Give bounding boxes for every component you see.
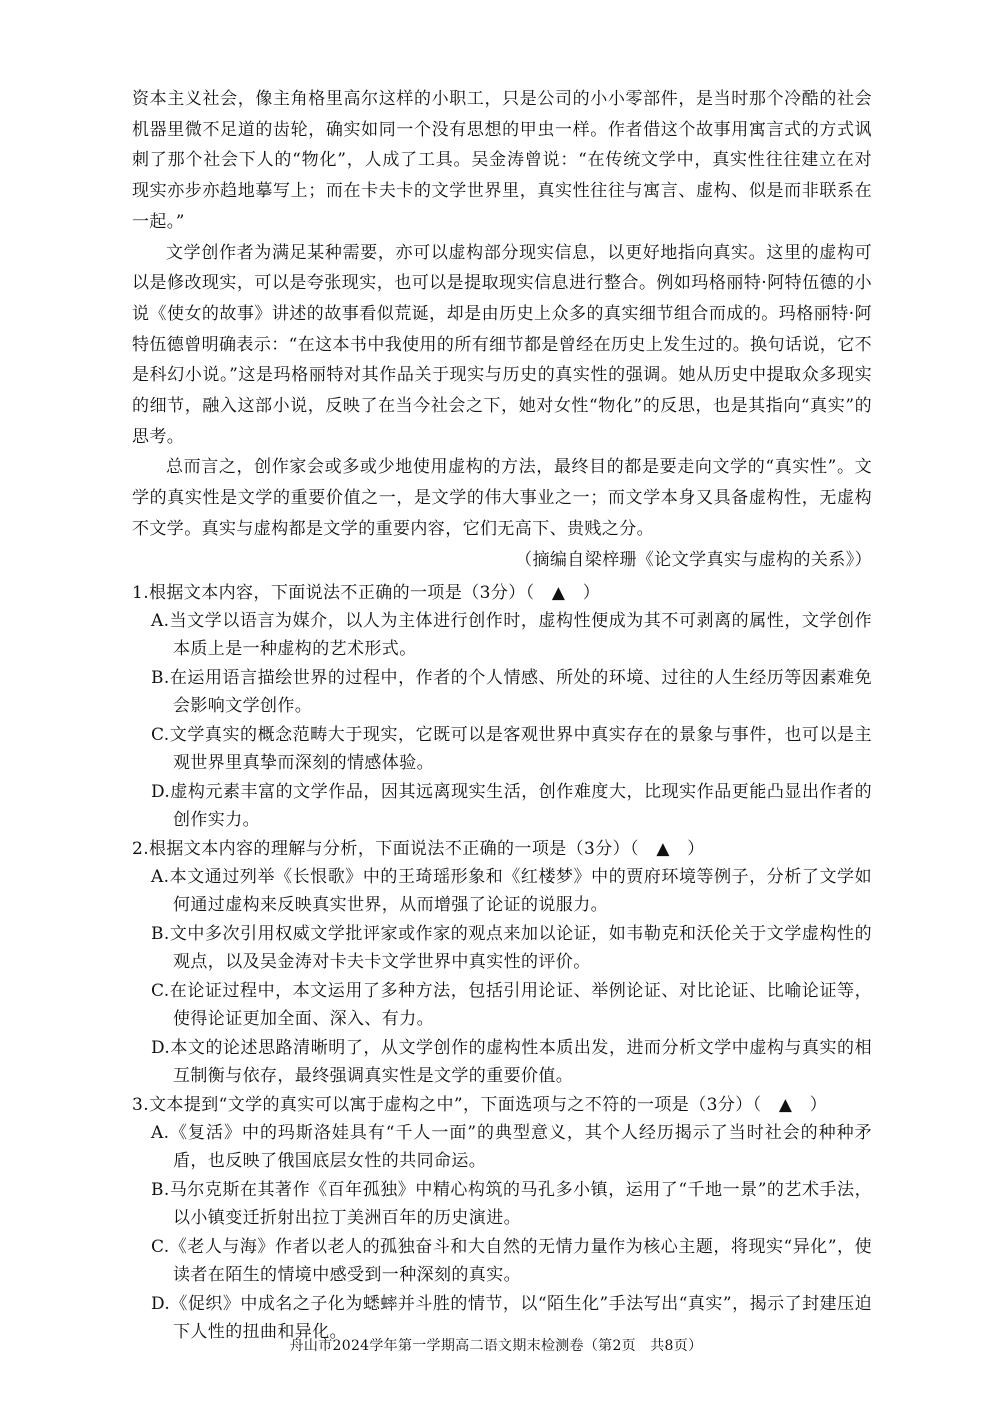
page-footer: 舟山市2024学年第一学期高二语文期末检测卷（第2页 共8页） bbox=[289, 1338, 703, 1354]
option-c: C.在论证过程中，本文运用了多种方法，包括引用论证、举例论证、对比论证、比喻论证等，使得论证更加全面、深入、有力。 bbox=[151, 980, 872, 1030]
passage-paragraph: 资本主义社会，像主角格里高尔这样的小职工，只是公司的小小零部件，是当时那个冷酷的社会机器里微不足道的齿轮，确实如同一个没有思想的甲虫一样。作者借这个故事用寓言式的方式讽刺了那个社会下人的“物化”，人成了工具。吴金涛曾说：“在传统文学中，真实性往往建立在对现实亦步亦趋地摹写上；而在卡夫卡的文学世界里，真实性往往与寓言、虚构、似是而非联系在一起。” bbox=[132, 89, 872, 232]
option-a: A.本文通过列举《长恨歌》中的王琦瑶形象和《红楼梦》中的贾府环境等例子，分析了文学如何通过虚构来反映真实世界，从而增强了论证的说服力。 bbox=[151, 866, 872, 916]
question-stem: 2.根据文本内容的理解与分析，下面说法不正确的一项是（3分）（ ▲ ） bbox=[132, 838, 705, 859]
question-1 bbox=[132, 579, 872, 835]
page-content bbox=[132, 84, 872, 1347]
option-b: B.马尔克斯在其著作《百年孤独》中精心构筑的马孔多小镇，运用了“千地一景”的艺术手法，以小镇变迁折射出拉丁美洲百年的历史演进。 bbox=[151, 1179, 872, 1229]
option-b: B.文中多次引用权威文学批评家或作家的观点来加以论证，如韦勒克和沃伦关于文学虚构性的观点，以及吴金涛对卡夫卡文学世界中真实性的评价。 bbox=[151, 923, 872, 973]
passage-paragraph: 文学创作者为满足某种需要，亦可以虚构部分现实信息，以更好地指向真实。这里的虚构可以是修改现实，可以是夸张现实，也可以是提取现实信息进行整合。例如玛格丽特·阿特伍德的小说《使女的故事》讲述的故事看似荒诞，却是由历史上众多的真实细节组合而成的。玛格丽特·阿特伍德曾明确表示：“在这本书中我使用的所有细节都是曾经在历史上发生过的。换句话说，它不是科幻小说。”这是玛格丽特对其作品关于现实与历史的真实性的强调。她从历史中提取众多现实的细节，融入这部小说，反映了在当今社会之下，她对女性“物化”的反思，也是其指向“真实”的思考。 bbox=[132, 242, 872, 447]
option-d: D.本文的论述思路清晰明了，从文学创作的虚构性本质出发，进而分析文学中虚构与真实的相互制衡与依存，最终强调真实性是文学的重要价值。 bbox=[151, 1037, 872, 1087]
option-d: D.虚构元素丰富的文学作品，因其远离现实生活，创作难度大，比现实作品更能凸显出作者的创作实力。 bbox=[151, 781, 872, 831]
question-3 bbox=[132, 1091, 872, 1347]
question-stem: 1.根据文本内容，下面说法不正确的一项是（3分）（ ▲ ） bbox=[132, 582, 601, 603]
passage-paragraph: 总而言之，创作家会或多或少地使用虚构的方法，最终目的都是要走向文学的“真实性”。文学的真实性是文学的重要价值之一，是文学的伟大事业之一；而文学本身又具备虚构性，无虚构不文学。真实与虚构都是文学的重要内容，它们无高下、贵贱之分。 bbox=[132, 457, 872, 539]
option-c: C.《老人与海》作者以老人的孤独奋斗和大自然的无情力量作为核心主题，将现实“异化”，使读者在陌生的情境中感受到一种深刻的真实。 bbox=[151, 1236, 872, 1286]
passage-source: （摘编自梁梓珊《论文学真实与虚构的关系》） bbox=[515, 549, 872, 570]
option-d: D.《促织》中成名之子化为蟋蟀并斗胜的情节，以“陌生化”手法写出“真实”，揭示了封建压迫下人性的扭曲和异化。 bbox=[151, 1293, 872, 1343]
question-stem: 3.文本提到“文学的真实可以寓于虚构之中”，下面选项与之不符的一项是（3分）（ ▲ ） bbox=[132, 1094, 828, 1115]
option-b: B.在运用语言描绘世界的过程中，作者的个人情感、所处的环境、过往的人生经历等因素难免会影响文学创作。 bbox=[151, 667, 872, 717]
option-c: C.文学真实的概念范畴大于现实，它既可以是客观世界中真实存在的景象与事件，也可以是主观世界里真挚而深刻的情感体验。 bbox=[151, 724, 872, 774]
option-a: A.《复活》中的玛斯洛娃具有“千人一面”的典型意义，其个人经历揭示了当时社会的种种矛盾，也反映了俄国底层女性的共同命运。 bbox=[151, 1122, 872, 1172]
question-2 bbox=[132, 835, 872, 1091]
option-a: A.当文学以语言为媒介，以人为主体进行创作时，虚构性便成为其不可剥离的属性，文学创作本质上是一种虚构的艺术形式。 bbox=[151, 610, 872, 660]
